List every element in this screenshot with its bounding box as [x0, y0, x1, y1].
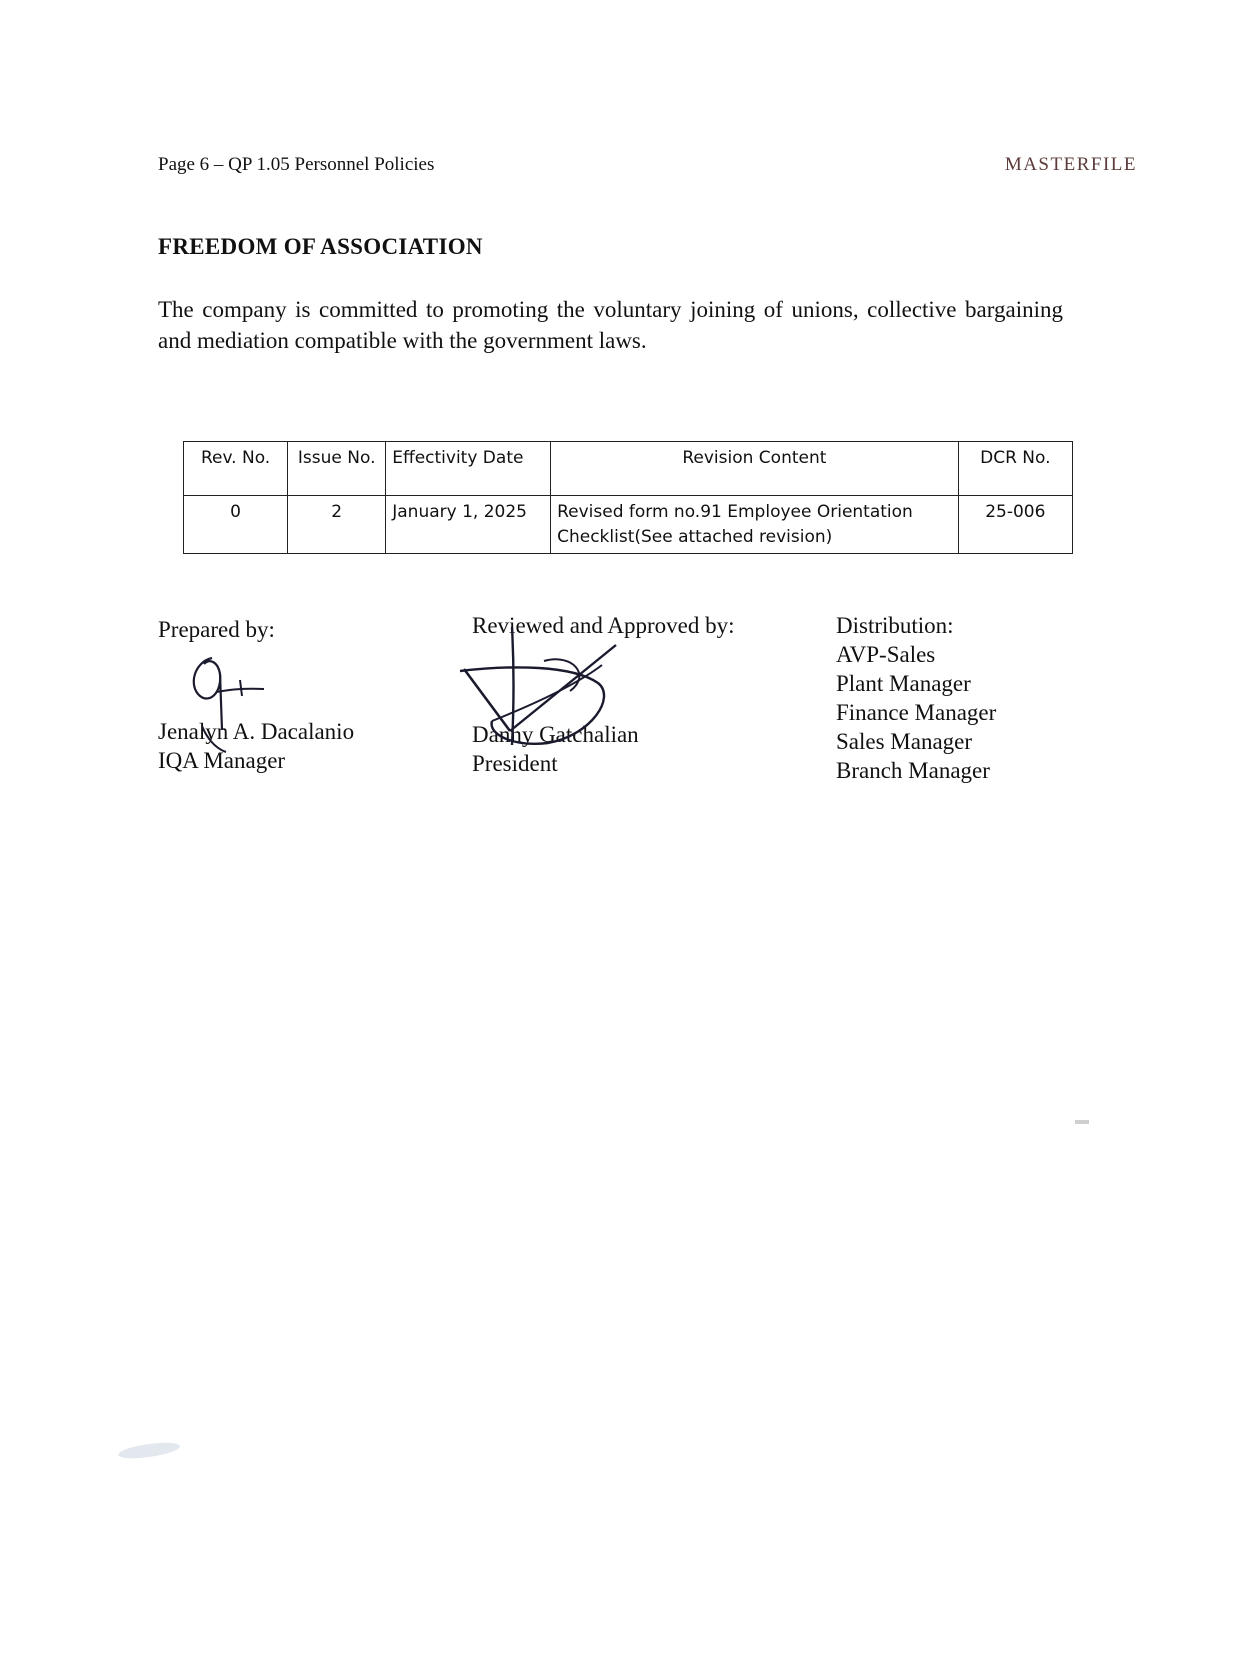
masterfile-stamp: MASTERFILE	[1004, 154, 1137, 175]
scan-smudge	[117, 1440, 180, 1462]
policy-body-text: The company is committed to promoting the voluntary joining of unions, collective bargaining and mediation compatible with the government laws.	[158, 297, 1063, 353]
distribution-label: Distribution:	[836, 613, 954, 638]
list-item: Branch Manager	[836, 758, 990, 783]
list-item: AVP-Sales	[836, 642, 936, 667]
preparer-name: Jenalyn A. Dacalanio	[158, 719, 355, 744]
header-issue-no: Issue No.	[288, 442, 386, 496]
revision-table-header-row	[184, 442, 1073, 496]
list-item: Finance Manager	[836, 700, 997, 725]
table-row	[184, 496, 1073, 554]
distribution-block	[836, 611, 996, 785]
approver-name: Danny Gatchalian	[472, 722, 639, 747]
cell-issue-no: 2	[288, 496, 386, 554]
preparer-title: IQA Manager	[158, 748, 286, 773]
cell-dcr-no: 25-006	[958, 496, 1072, 554]
revision-table	[183, 441, 1073, 554]
prepared-by-label: Prepared by:	[158, 617, 275, 642]
reviewed-by-label: Reviewed and Approved by:	[472, 613, 735, 638]
cell-revision-content: Revised form no.91 Employee Orientation Checklist(See attached revision)	[551, 496, 959, 554]
header-revision-content: Revision Content	[551, 442, 959, 496]
approver-title: President	[472, 751, 558, 776]
prepared-by-block	[158, 615, 354, 775]
scan-edge-mark	[1075, 1120, 1089, 1124]
header-dcr-no: DCR No.	[958, 442, 1072, 496]
cell-effectivity-date: January 1, 2025	[386, 496, 551, 554]
list-item: Plant Manager	[836, 671, 971, 696]
page-header-label: Page 6 – QP 1.05 Personnel Policies	[158, 154, 435, 175]
header-effectivity-date: Effectivity Date	[386, 442, 551, 496]
cell-rev-no: 0	[184, 496, 288, 554]
section-title: FREEDOM OF ASSOCIATION	[158, 234, 483, 259]
reviewed-by-block	[472, 611, 802, 778]
list-item: Sales Manager	[836, 729, 973, 754]
header-rev-no: Rev. No.	[184, 442, 288, 496]
